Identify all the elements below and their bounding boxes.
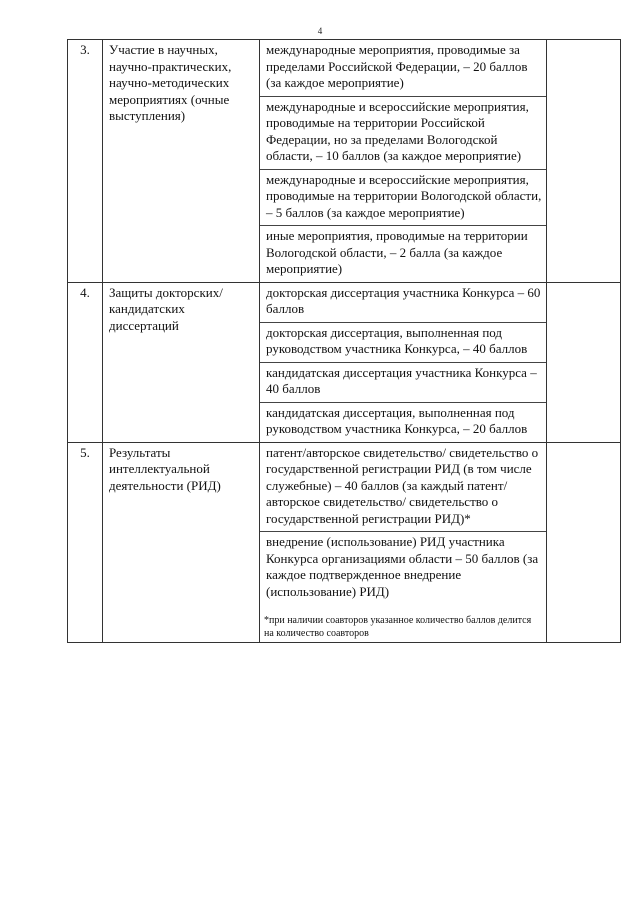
score-item: международные и всероссийские мероприятия, проводимые на территории Российской Федерации, но за пределами Вологодской области, – 10 баллов (за каждое мероприятие): [260, 97, 546, 170]
criterion-name-text: Результаты интеллектуальной деятельности (РИД): [109, 444, 221, 493]
table-row: [68, 442, 621, 643]
row-number: 5.: [68, 442, 103, 643]
row-number: 4.: [68, 282, 103, 442]
empty-cell: [547, 282, 621, 442]
score-item: кандидатская диссертация участника Конкурса – 40 баллов: [260, 363, 546, 403]
score-item: докторская диссертация, выполненная под руководством участника Конкурса, – 40 баллов: [260, 323, 546, 363]
score-item: внедрение (использование) РИД участника Конкурса организациями области – 50 баллов (за каждое подтвержденное внедрение (использование) РИД): [266, 534, 539, 599]
criterion-name: [103, 442, 260, 643]
criteria-table: [67, 39, 621, 643]
table-row: [68, 282, 621, 442]
score-item: международные мероприятия, проводимые за пределами Российской Федерации, – 20 баллов (за каждое мероприятие): [260, 40, 546, 97]
criterion-name: [103, 40, 260, 283]
score-items: [260, 282, 547, 442]
empty-cell: [547, 442, 621, 643]
score-items: [260, 40, 547, 283]
empty-cell: [547, 40, 621, 283]
page-number: 4: [317, 26, 323, 36]
table-row: [68, 40, 621, 283]
score-item: патент/авторское свидетельство/ свидетельство о государственной регистрации РИД (в том числе служебные) – 40 баллов (за каждый патент/авторское свидетельство/ свидетельство о государственной регистрации РИД)*: [260, 443, 546, 533]
score-items: [260, 442, 547, 643]
criterion-name-text: Защиты докторских/ кандидатских диссертаций: [109, 284, 223, 333]
row-number: 3.: [68, 40, 103, 283]
score-item: кандидатская диссертация, выполненная под руководством участника Конкурса, – 20 баллов: [266, 404, 528, 436]
footnote: *при наличии соавторов указанное количество баллов делится на количество соавторов: [264, 615, 532, 639]
score-item: докторская диссертация участника Конкурса – 60 баллов: [260, 283, 546, 323]
criterion-name: [103, 282, 260, 442]
score-item: иные мероприятия, проводимые на территории Вологодской области, – 2 балла (за каждое мероприятие): [266, 228, 528, 276]
criterion-name-text: Участие в научных, научно-практических, научно-методических мероприятиях (очные выступления): [109, 42, 232, 123]
score-item: международные и всероссийские мероприятия, проводимые на территории Вологодской области, – 5 баллов (за каждое мероприятие): [260, 170, 546, 227]
